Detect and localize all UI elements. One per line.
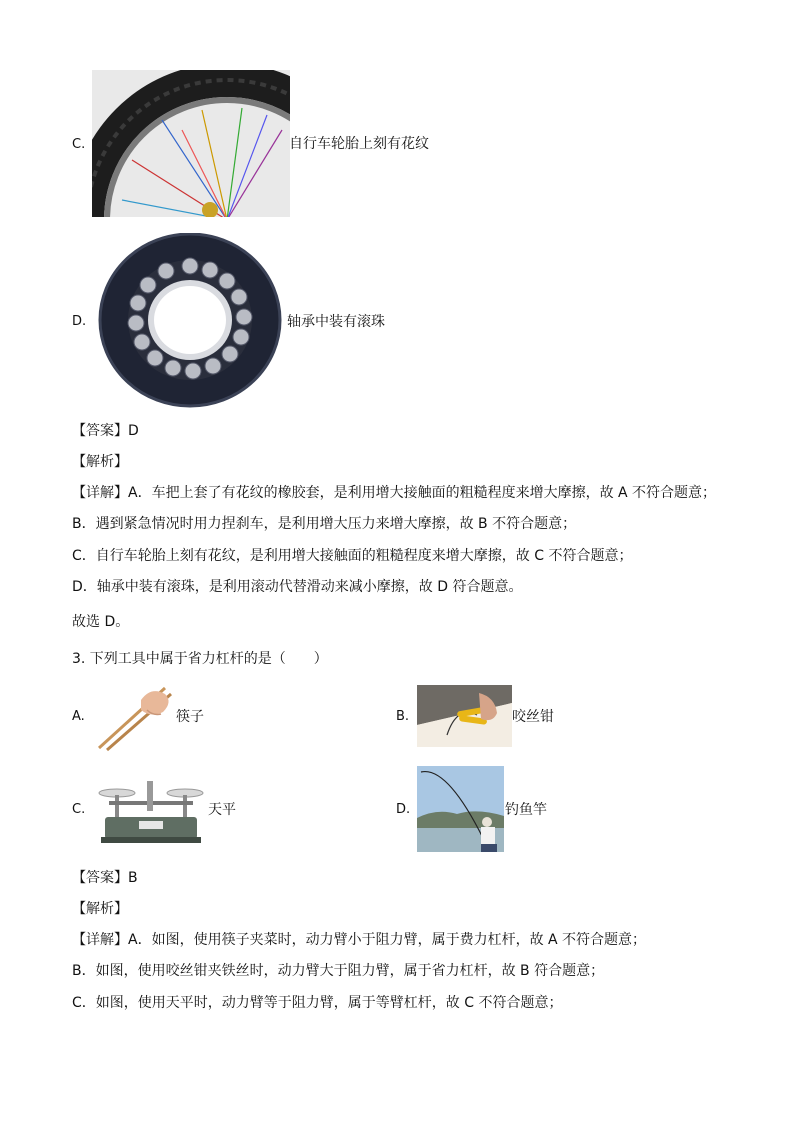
detail-line-a bbox=[72, 484, 716, 502]
balance-scale-photo bbox=[95, 775, 207, 845]
chopsticks-photo bbox=[95, 680, 175, 752]
detail-tag: 【详解】 bbox=[72, 485, 128, 501]
q3-option-a-caption: 筷子 bbox=[176, 709, 204, 725]
detail-text: A．车把上套了有花纹的橡胶套，是利用增大接触面的粗糙程度来增大摩擦，故 A 不符合题意； bbox=[128, 485, 717, 501]
detail-line-c: C．自行车轮胎上刻有花纹，是利用增大接触面的粗糙程度来增大摩擦，故 C 不符合题意； bbox=[72, 548, 633, 564]
ball-bearing-photo bbox=[96, 233, 285, 408]
answer-value: D bbox=[128, 423, 139, 439]
q3-analysis-tag: 【解析】 bbox=[72, 901, 128, 917]
wire-pliers-photo bbox=[417, 685, 512, 747]
answer-row bbox=[72, 422, 139, 440]
q3-detail-tag: 【详解】 bbox=[72, 932, 128, 948]
q3-option-d-letter: D. bbox=[396, 802, 411, 817]
q3-option-c-caption: 天平 bbox=[208, 802, 236, 818]
q3-option-b-letter: B. bbox=[396, 709, 410, 724]
q3-detail-line-a bbox=[72, 931, 646, 949]
option-c-caption: 自行车轮胎上刻有花纹 bbox=[289, 136, 429, 152]
q3-option-d-caption: 钓鱼竿 bbox=[505, 802, 547, 818]
q3-answer-value: B bbox=[128, 870, 138, 886]
q3-detail-text: A．如图，使用筷子夹菜时，动力臂小于阻力臂，属于费力杠杆，故 A 不符合题意； bbox=[128, 932, 647, 948]
fishing-rod-photo bbox=[417, 766, 504, 852]
answer-tag: 【答案】 bbox=[72, 423, 128, 439]
q3-option-c-letter: C. bbox=[72, 802, 86, 817]
q3-detail-line-c: C．如图，使用天平时，动力臂等于阻力臂，属于等臂杠杆，故 C 不符合题意； bbox=[72, 995, 563, 1011]
q3-option-a-letter: A. bbox=[72, 709, 85, 724]
detail-line-b: B．遇到紧急情况时用力捏刹车，是利用增大压力来增大摩擦，故 B 不符合题意； bbox=[72, 516, 577, 532]
conclusion: 故选 D。 bbox=[72, 614, 130, 630]
q3-answer-tag: 【答案】 bbox=[72, 870, 128, 886]
bicycle-tire-photo bbox=[92, 70, 290, 217]
q3-detail-line-b: B．如图，使用咬丝钳夹铁丝时，动力臂大于阻力臂，属于省力杠杆，故 B 符合题意； bbox=[72, 963, 605, 979]
detail-line-d: D．轴承中装有滚珠，是利用滚动代替滑动来减小摩擦，故 D 符合题意。 bbox=[72, 579, 523, 595]
analysis-tag: 【解析】 bbox=[72, 454, 128, 470]
q3-answer-row bbox=[72, 869, 138, 887]
q3-option-b-caption: 咬丝钳 bbox=[512, 709, 554, 725]
question-3-title: 3. 下列工具中属于省力杠杆的是（ ） bbox=[72, 651, 328, 667]
option-d-letter: D. bbox=[72, 314, 87, 329]
option-d-caption: 轴承中装有滚珠 bbox=[287, 314, 385, 330]
option-c-letter: C. bbox=[72, 137, 86, 152]
